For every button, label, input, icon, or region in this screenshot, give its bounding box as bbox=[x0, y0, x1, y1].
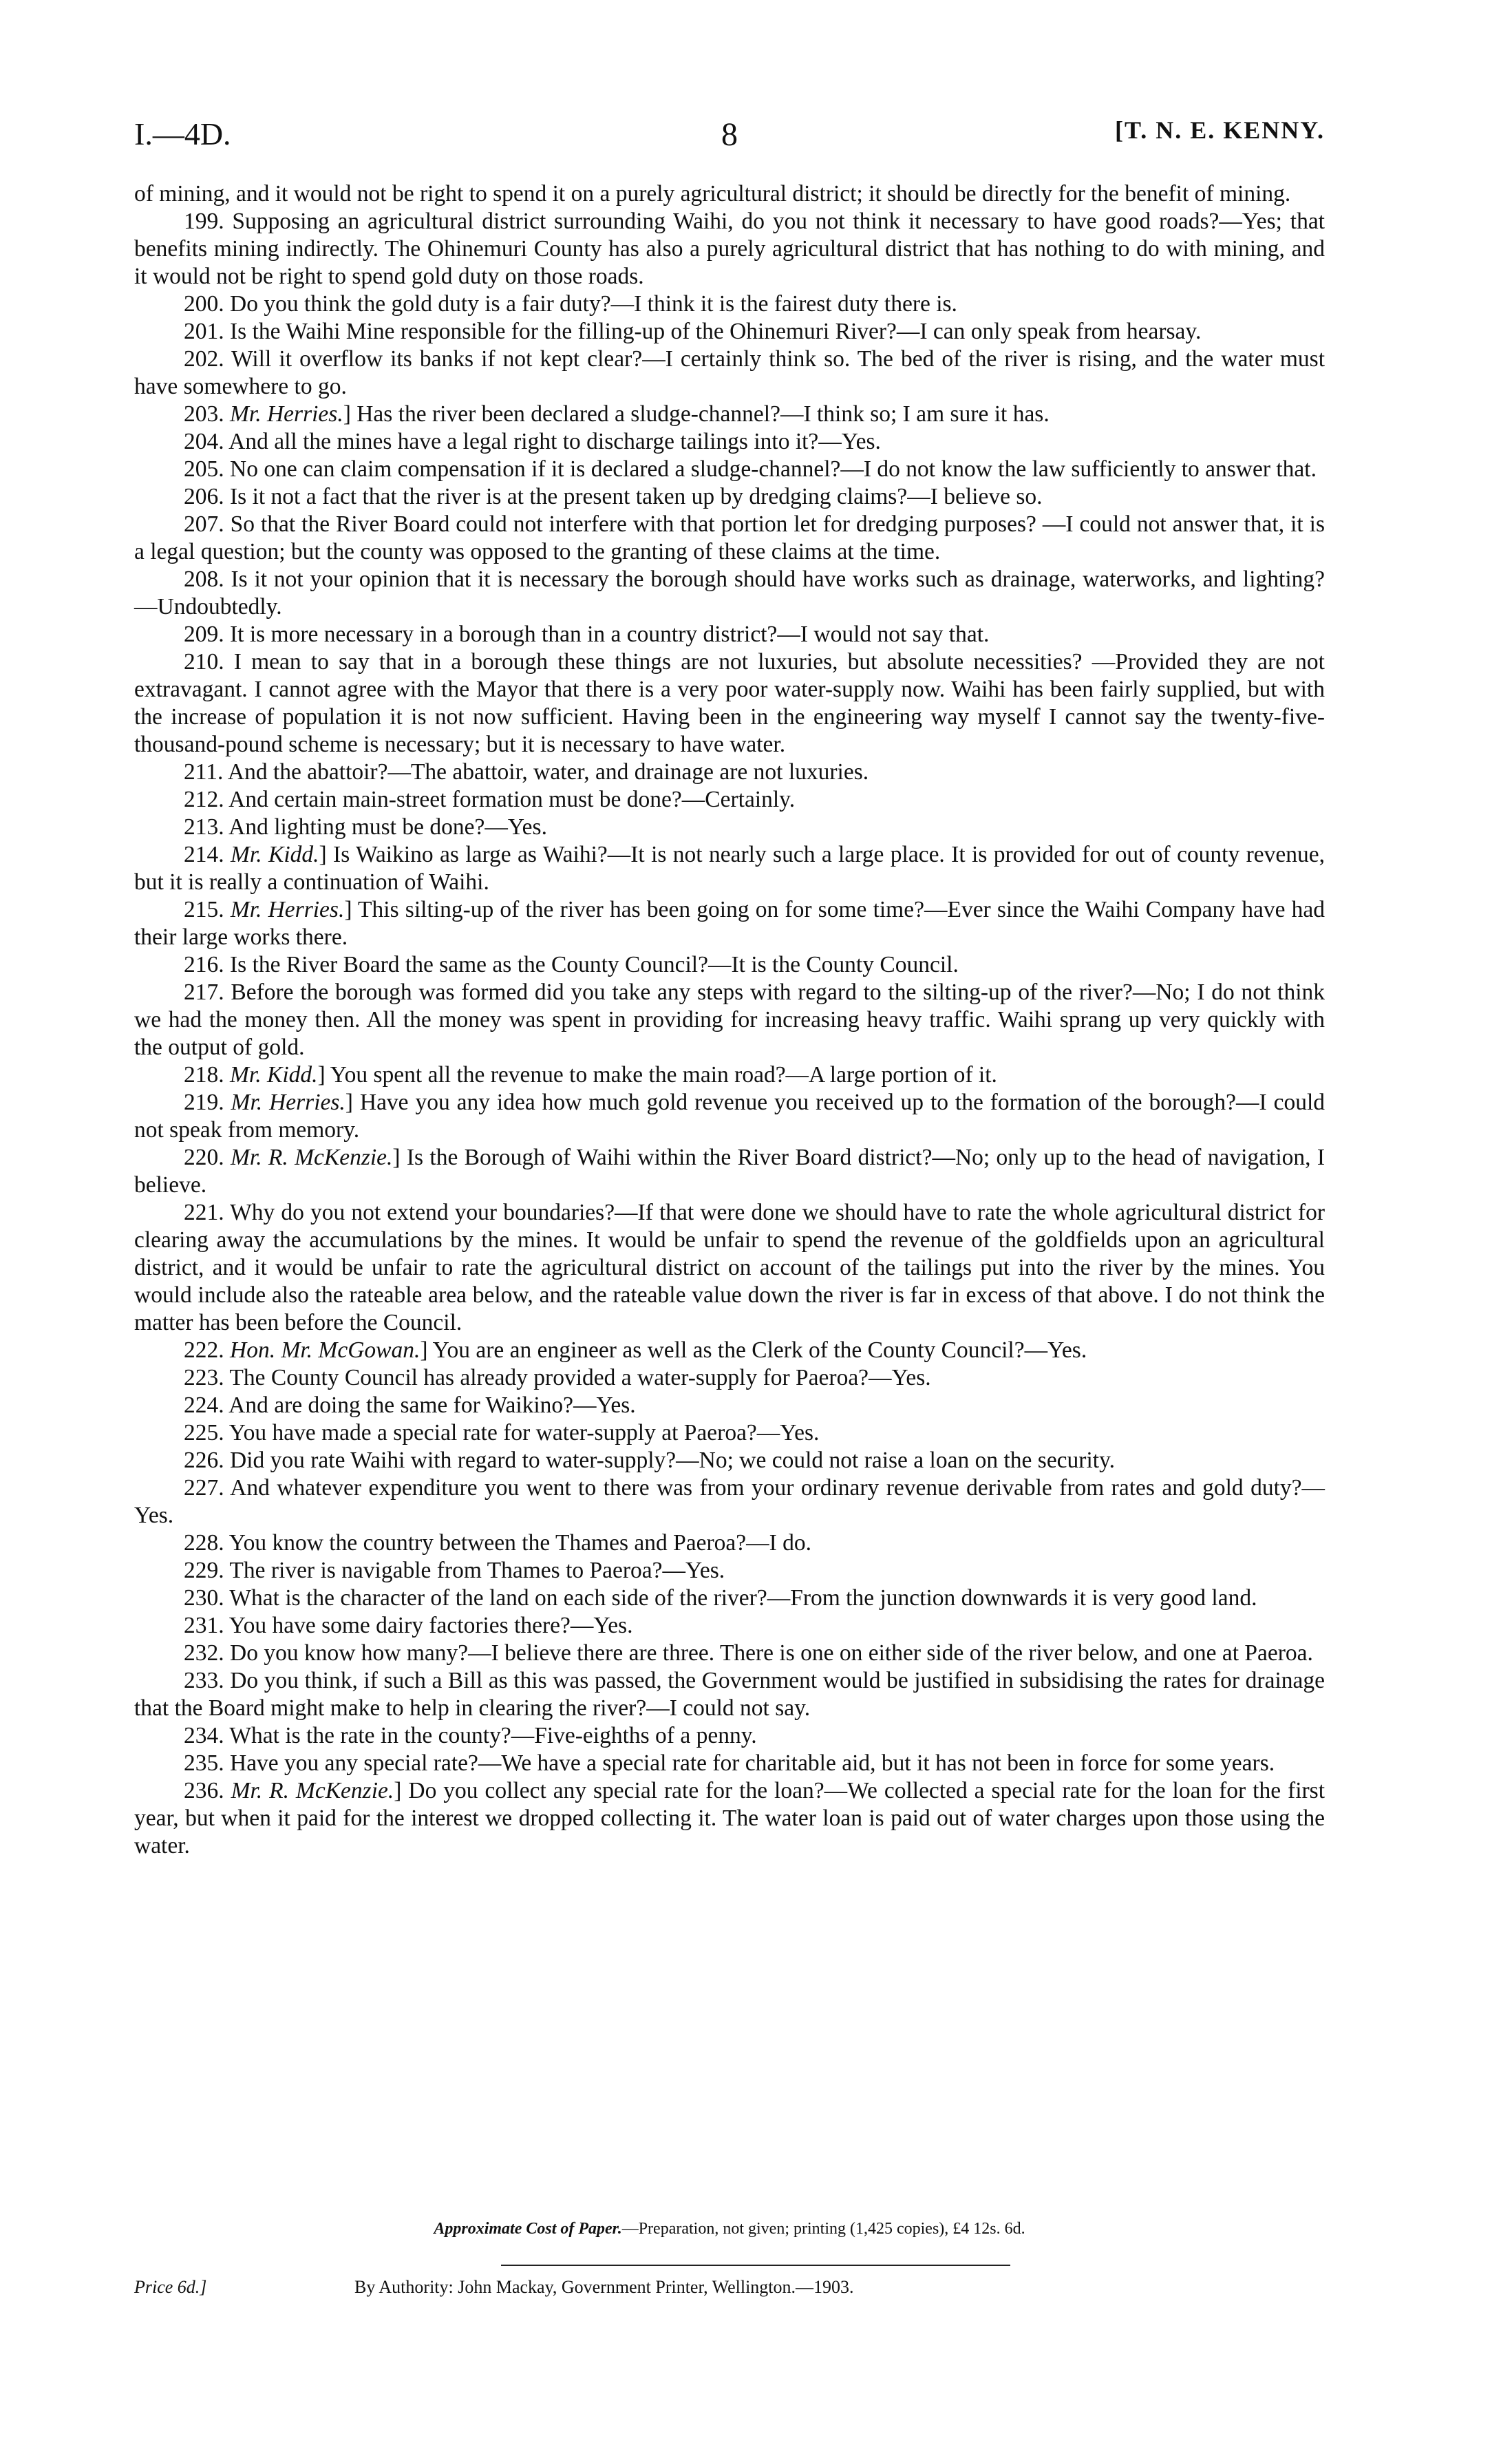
question-answer: 202. Will it overflow its banks if not kept clear?—I certainly think so. The bed of the river is rising, and the water must have somewhere to go. bbox=[134, 346, 1325, 399]
evidence-text bbox=[134, 180, 1325, 1860]
question-answer: 199. Supposing an agricultural district surrounding Waihi, do you not think it necessary to have good roads?—Yes; that benefits mining indirectly. The Ohinemuri County has also a purely agricultural district that has nothing to do with mining, and it would not be right to spend gold duty on those roads. bbox=[134, 209, 1325, 289]
question-answer: 226. Did you rate Waihi with regard to water-supply?—No; we could not raise a loan on the security. bbox=[184, 1448, 1116, 1473]
question-answer: 218. Mr. Kidd.] You spent all the revenue to make the main road?—A large portion of it. bbox=[184, 1062, 997, 1088]
question-answer: 204. And all the mines have a legal right to discharge tailings into it?—Yes. bbox=[184, 429, 881, 454]
printer-authority: By Authority: John Mackay, Government Printer, Wellington.—1903. bbox=[354, 2277, 854, 2297]
paper-reference: I.—4D. bbox=[134, 116, 231, 151]
question-answer: 219. Mr. Herries.] Have you any idea how much gold revenue you received up to the formation of the borough?—I could not speak from memory. bbox=[134, 1090, 1325, 1143]
footer-rule bbox=[501, 2265, 1010, 2266]
question-answer: 221. Why do you not extend your boundaries?—If that were done we should have to rate the whole agricultural district for clearing away the accumulations by the mines. It would be unfair to spend the revenue of the goldfields upon an agricultural district, and it would be unfair to rate the agricultural district on account of the tailings put into the river by the mines. You would include also the rateable area below, and the rateable value down the river is far in excess of that above. I do not think the matter has been before the Council. bbox=[134, 1200, 1325, 1335]
question-answer: 222. Hon. Mr. McGowan.] You are an engineer as well as the Clerk of the County Council?—Yes. bbox=[184, 1337, 1087, 1363]
question-answer: 230. What is the character of the land on each side of the river?—From the junction downwards it is very good land. bbox=[184, 1585, 1257, 1611]
question-answer: 214. Mr. Kidd.] Is Waikino as large as Waihi?—It is not nearly such a large place. It is provided for out of county revenue, but it is really a continuation of Waihi. bbox=[134, 842, 1325, 895]
question-answer: 217. Before the borough was formed did you take any steps with regard to the silting-up of the river?—No; I do not think we had the money then. All the money was spent in providing for increasing heavy traffic. Waihi sprang up very quickly with the output of gold. bbox=[134, 979, 1325, 1060]
question-answer: 227. And whatever expenditure you went to there was from your ordinary revenue derivable from rates and gold duty?—Yes. bbox=[134, 1475, 1325, 1528]
question-answer: 229. The river is navigable from Thames to Paeroa?—Yes. bbox=[184, 1558, 725, 1583]
question-answer: 210. I mean to say that in a borough these things are not luxuries, but absolute necessities? —Provided they are not extravagant. I cannot agree with the Mayor that there is a very poor water-supply now. Waihi has been fairly supplied, but with the increase of population it is not now sufficient. Having been in the engineering way myself I cannot say the twenty-five-thousand-pound scheme is necessary; but it is necessary to have water. bbox=[134, 649, 1325, 757]
cost-note-text: —Preparation, not given; printing (1,425 copies), £4 12s. 6d. bbox=[621, 2220, 1025, 2238]
question-answer: 213. And lighting must be done?—Yes. bbox=[184, 814, 547, 840]
speaker-name: Mr. Herries. bbox=[230, 897, 345, 922]
paragraph-continuation: of mining, and it would not be right to spend it on a purely agricultural district; it should be directly for the benefit of mining. bbox=[134, 181, 1291, 206]
question-answer: 235. Have you any special rate?—We have a special rate for charitable aid, but it has not been in force for some years. bbox=[184, 1750, 1275, 1776]
page-footer bbox=[134, 2277, 1325, 2305]
question-answer: 232. Do you know how many?—I believe there are three. There is one on either side of the river below, and one at Paeroa. bbox=[184, 1640, 1313, 1666]
question-answer: 231. You have some dairy factories there?—Yes. bbox=[184, 1613, 633, 1638]
question-answer: 228. You know the country between the Thames and Paeroa?—I do. bbox=[184, 1530, 812, 1556]
cost-note-label: Approximate Cost of Paper. bbox=[434, 2220, 622, 2238]
question-answer: 200. Do you think the gold duty is a fair duty?—I think it is the fairest duty there is. bbox=[184, 291, 957, 317]
question-answer: 201. Is the Waihi Mine responsible for the filling-up of the Ohinemuri River?—I can only speak from hearsay. bbox=[184, 319, 1202, 344]
question-answer: 211. And the abattoir?—The abattoir, water, and drainage are not luxuries. bbox=[184, 759, 869, 785]
question-answer: 225. You have made a special rate for water-supply at Paeroa?—Yes. bbox=[184, 1420, 820, 1445]
speaker-name: Mr. R. McKenzie. bbox=[230, 1145, 393, 1170]
page-number: 8 bbox=[721, 116, 738, 153]
question-answer: 207. So that the River Board could not interfere with that portion let for dredging purposes? —I could not answer that, it is a legal question; but the county was opposed to the granting of these claims at the time. bbox=[134, 511, 1325, 564]
price: Price 6d.] bbox=[134, 2277, 207, 2297]
speaker-name: Mr. R. McKenzie. bbox=[231, 1778, 394, 1803]
question-answer: 215. Mr. Herries.] This silting-up of the river has been going on for some time?—Ever since the Waihi Company have had their large works there. bbox=[134, 897, 1325, 950]
question-answer: 205. No one can claim compensation if it is declared a sludge-channel?—I do not know the law sufficiently to answer that. bbox=[184, 456, 1317, 482]
speaker-name: Hon. Mr. McGowan. bbox=[230, 1337, 420, 1363]
question-answer: 216. Is the River Board the same as the County Council?—It is the County Council. bbox=[184, 952, 959, 977]
speaker-name: Mr. Kidd. bbox=[231, 842, 319, 867]
question-answer: 209. It is more necessary in a borough than in a country district?—I would not say that. bbox=[184, 622, 990, 647]
question-answer: 206. Is it not a fact that the river is at the present taken up by dredging claims?—I believe so. bbox=[184, 484, 1043, 509]
question-answer: 236. Mr. R. McKenzie.] Do you collect any special rate for the loan?—We collected a special rate for the loan for the first year, but when it paid for the interest we dropped collecting it. The water loan is paid out of water charges upon those using the water. bbox=[134, 1778, 1325, 1858]
question-answer: 203. Mr. Herries.] Has the river been declared a sludge-channel?—I think so; I am sure it has. bbox=[184, 401, 1050, 427]
question-answer: 234. What is the rate in the county?—Five-eighths of a penny. bbox=[184, 1723, 757, 1748]
question-answer: 224. And are doing the same for Waikino?—Yes. bbox=[184, 1392, 636, 1418]
witness-name: [T. N. E. KENNY. bbox=[1114, 116, 1325, 144]
question-answer: 233. Do you think, if such a Bill as this was passed, the Government would be justified in subsidising the rates for drainage that the Board might make to help in clearing the river?—I could not say. bbox=[134, 1668, 1325, 1721]
question-answer: 220. Mr. R. McKenzie.] Is the Borough of Waihi within the River Board district?—No; only up to the head of navigation, I believe. bbox=[134, 1145, 1325, 1198]
page-header bbox=[134, 116, 1325, 157]
cost-note bbox=[134, 2220, 1325, 2238]
speaker-name: Mr. Herries. bbox=[230, 401, 343, 427]
speaker-name: Mr. Kidd. bbox=[230, 1062, 318, 1088]
speaker-name: Mr. Herries. bbox=[231, 1090, 345, 1115]
question-answer: 223. The County Council has already provided a water-supply for Paeroa?—Yes. bbox=[184, 1365, 931, 1390]
question-answer: 212. And certain main-street formation must be done?—Certainly. bbox=[184, 787, 796, 812]
question-answer: 208. Is it not your opinion that it is necessary the borough should have works such as drainage, waterworks, and lighting?—Undoubtedly. bbox=[134, 566, 1325, 619]
